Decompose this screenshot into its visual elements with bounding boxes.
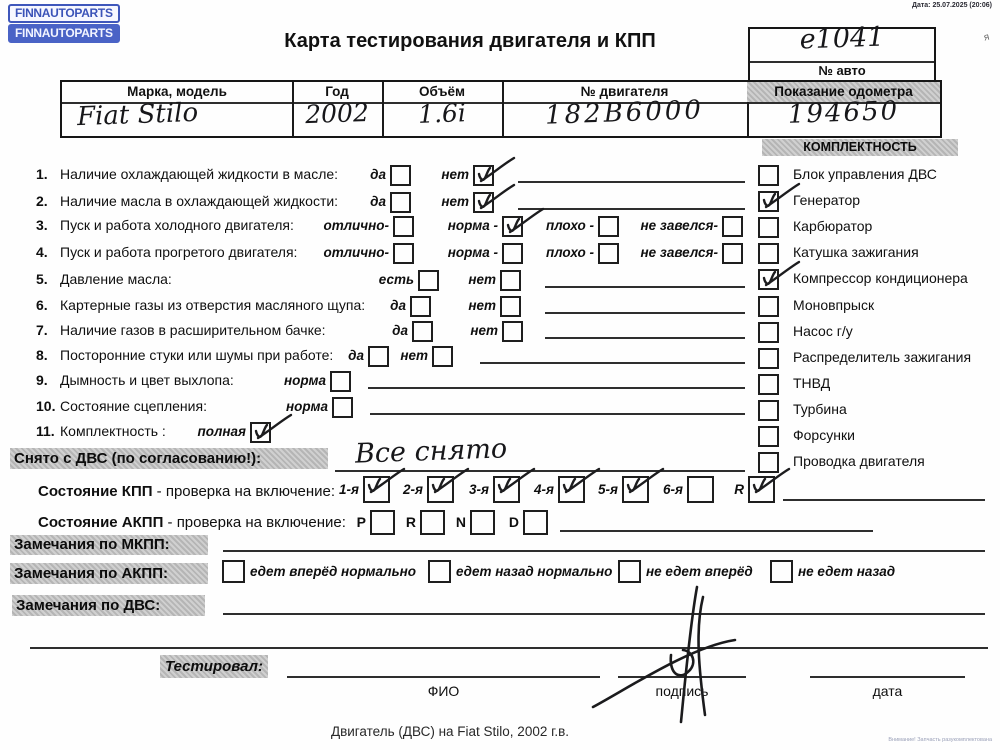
checklist-item-label: Дымность и цвет выхлопа: (60, 372, 234, 388)
checkbox[interactable] (758, 400, 779, 421)
option-label: нет (468, 272, 496, 287)
blank-line (370, 413, 745, 415)
tested-by-label: Тестировал: (160, 655, 268, 678)
scan-edge-artifact: я (982, 31, 991, 44)
checklist-item-number: 5. (36, 271, 48, 287)
checkbox[interactable] (356, 510, 395, 535)
completeness-item-label: Турбина (793, 401, 847, 417)
removed-section-label: Снято с ДВС (по согласованию!): (10, 448, 328, 469)
akpp-remark-option-label: едет вперёд нормально (250, 564, 416, 579)
completeness-item-label: Моновпрыск (793, 297, 875, 313)
blank-line (545, 312, 745, 314)
option-label: не завелся- (640, 245, 718, 260)
auto-number-box (748, 21, 936, 82)
value-year: 2002 (304, 97, 370, 130)
checkbox[interactable] (428, 560, 451, 583)
option-label: нет (468, 298, 496, 313)
option-label: норма - (447, 245, 498, 260)
checkbox[interactable] (598, 476, 649, 503)
kpp-row-label-bold: Состояние КПП (38, 483, 153, 500)
gear-label: 5-я (598, 482, 618, 497)
checkbox[interactable] (758, 322, 779, 343)
value-make-model: Fiat Stilo (76, 97, 199, 133)
blank-line (545, 286, 745, 288)
checkbox[interactable] (447, 216, 523, 237)
checkbox[interactable] (758, 269, 779, 290)
scan-date: Дата: 25.07.2025 (20:06) (911, 2, 992, 9)
checkbox[interactable] (545, 216, 619, 237)
checkbox[interactable] (348, 346, 389, 367)
checkbox[interactable] (640, 216, 743, 237)
kpp-row-label-rest: - проверка на включение: (152, 483, 336, 500)
checklist-item-number: 10. (36, 398, 56, 414)
akpp-gear-label: P (356, 514, 366, 530)
checklist-item-label: Наличие газов в расширительном бачке: (60, 322, 326, 338)
checklist-item-label: Состояние сцепления: (60, 398, 207, 414)
option-label: да (390, 298, 406, 313)
checkbox[interactable] (618, 560, 641, 583)
checklist-item-label: Наличие охлаждающей жидкости в масле: (60, 166, 339, 182)
blank-line (518, 181, 745, 183)
option-label: плохо - (545, 245, 594, 260)
finnautoparts-logo-solid: FINNAUTOPARTS (8, 24, 120, 43)
checkbox[interactable] (197, 422, 271, 443)
gear-label: 6-я (663, 482, 683, 497)
checklist-item-number: 1. (36, 166, 48, 182)
option-label: не завелся- (640, 218, 718, 233)
checkbox[interactable] (405, 510, 445, 535)
gear-label: 3-я (469, 482, 489, 497)
option-label: да (370, 194, 386, 209)
option-label: нет (400, 348, 428, 363)
completeness-item-label: Проводка двигателя (793, 453, 925, 469)
checkbox[interactable] (470, 321, 523, 342)
checkbox[interactable] (758, 426, 779, 447)
checkbox[interactable] (447, 243, 523, 264)
checkbox[interactable] (468, 270, 521, 291)
checkbox[interactable] (758, 191, 779, 212)
checkbox[interactable] (770, 560, 793, 583)
finnautoparts-logo-outline: FINNAUTOPARTS (8, 4, 120, 23)
option-label: нет (441, 167, 469, 182)
option-label: да (370, 167, 386, 182)
checklist-item-label: Наличие масла в охлаждающей жидкости: (60, 193, 339, 209)
logo-block (8, 4, 120, 43)
signature (585, 585, 755, 725)
gear-label: 4-я (534, 482, 554, 497)
checkbox[interactable] (469, 476, 520, 503)
akpp-remark-option-label: не едет вперёд (646, 564, 753, 579)
checkbox[interactable] (758, 296, 779, 317)
checklist-item-number: 3. (36, 217, 48, 233)
checklist-item-label: Комплектность : (60, 423, 166, 439)
footer-watermark: Внимание! Запчасть разукомплектована (888, 737, 992, 743)
checkbox[interactable] (534, 476, 585, 503)
checkbox[interactable] (339, 476, 390, 503)
checkmark-icon (470, 154, 516, 195)
checkbox[interactable] (508, 510, 548, 535)
checklist-item-number: 7. (36, 322, 48, 338)
checkbox[interactable] (545, 243, 619, 264)
option-label: отлично- (323, 245, 389, 260)
kpp-row-label (38, 483, 335, 500)
option-label: норма - (447, 218, 498, 233)
option-label: плохо - (545, 218, 594, 233)
vehicle-table (60, 80, 942, 138)
checkbox[interactable] (392, 321, 433, 342)
checkmark-icon (499, 205, 545, 246)
checkbox[interactable] (758, 243, 779, 264)
col-header-engine-number: № двигателя (580, 84, 669, 99)
checklist-item-number: 11. (36, 423, 55, 439)
completeness-item-label: Компрессор кондиционера (793, 270, 968, 286)
option-label: полная (197, 424, 246, 439)
checkbox[interactable] (323, 216, 414, 237)
value-engine-number: 182B6000 (544, 95, 705, 131)
completeness-item-label: Насос г/у (793, 323, 853, 339)
dvs-remarks-label: Замечания по ДВС: (12, 595, 205, 616)
akpp-gear-label: D (508, 514, 519, 530)
akpp-row-label-bold: Состояние АКПП (38, 514, 164, 531)
checkbox[interactable] (640, 243, 743, 264)
akpp-remarks-label: Замечания по АКПП: (10, 563, 208, 584)
option-label: нет (441, 194, 469, 209)
gear-label: R (734, 482, 744, 497)
blank-line (518, 208, 745, 210)
checkbox[interactable] (323, 243, 414, 264)
checkbox[interactable] (468, 296, 521, 317)
checkbox[interactable] (758, 452, 779, 473)
checkbox[interactable] (758, 165, 779, 186)
auto-number-value: е1041 (799, 21, 885, 56)
checklist-item-number: 9. (36, 372, 48, 388)
page-title: Карта тестирования двигателя и КПП (284, 30, 656, 52)
checklist-item-number: 2. (36, 193, 48, 209)
checkbox[interactable] (441, 192, 494, 213)
fio-caption: ФИО (427, 683, 460, 699)
value-odometer: 194650 (787, 96, 900, 130)
completeness-item-label: Карбюратор (793, 218, 873, 234)
option-label: норма (286, 399, 328, 414)
akpp-gear-label: R (405, 514, 416, 530)
photo-caption: Двигатель (ДВС) на Fiat Stilo, 2002 г.в. (330, 724, 570, 739)
option-label: нет (470, 323, 498, 338)
blank-line (480, 362, 745, 364)
completeness-item-label: Катушка зажигания (793, 244, 919, 260)
col-header-volume: Объём (419, 84, 465, 99)
checkbox[interactable] (758, 217, 779, 238)
akpp-remark-option-label: едет назад нормально (456, 564, 613, 579)
completeness-item-label: Форсунки (793, 427, 855, 443)
checklist-item-label: Картерные газы из отверстия масляного щупа: (60, 297, 366, 313)
checklist-item-label: Пуск и работа холодного двигателя: (60, 217, 294, 233)
date-caption: дата (872, 683, 903, 699)
checklist-item-number: 4. (36, 244, 48, 260)
checkbox[interactable] (222, 560, 245, 583)
col-header-make-model: Марка, модель (127, 84, 227, 99)
checkbox[interactable] (758, 374, 779, 395)
checklist-item-number: 8. (36, 347, 48, 363)
completeness-item-label: Генератор (793, 192, 861, 208)
blank-line (368, 387, 745, 389)
checkbox[interactable] (758, 348, 779, 369)
option-label: да (348, 348, 364, 363)
completeness-header: КОМПЛЕКТНОСТЬ (762, 139, 958, 156)
checklist-item-number: 6. (36, 297, 48, 313)
checkbox[interactable] (370, 192, 411, 213)
checkbox[interactable] (734, 476, 775, 503)
completeness-item-label: ТНВД (793, 375, 831, 391)
gear-label: 2-я (403, 482, 423, 497)
checkbox[interactable] (455, 510, 495, 535)
checkmark-icon (247, 411, 293, 452)
akpp-remark-option-label: не едет назад (798, 564, 896, 579)
completeness-item-label: Блок управления ДВС (793, 166, 937, 182)
signature-caption: подпись (655, 683, 709, 699)
checklist-item-label: Пуск и работа прогретого двигателя: (60, 244, 298, 260)
checkbox[interactable] (286, 397, 353, 418)
checkbox[interactable] (284, 371, 351, 392)
akpp-gear-label: N (455, 514, 466, 530)
col-header-odometer: Показание одометра (747, 82, 940, 102)
option-label: да (392, 323, 408, 338)
akpp-row-label (38, 514, 346, 531)
gear-label: 1-я (339, 482, 359, 497)
checkbox[interactable] (441, 165, 494, 186)
option-label: норма (284, 373, 326, 388)
removed-section-value: Все снято (354, 433, 508, 470)
checklist-item-label: Давление масла: (60, 271, 172, 287)
checkbox[interactable] (378, 270, 439, 291)
blank-line (545, 337, 745, 339)
checkbox[interactable] (390, 296, 431, 317)
checkbox[interactable] (663, 476, 714, 503)
auto-number-label: № авто (818, 63, 866, 78)
checklist-item-label: Посторонние стуки или шумы при работе: (60, 347, 334, 363)
value-volume: 1.6i (417, 98, 467, 129)
checkbox[interactable] (400, 346, 453, 367)
akpp-row-label-rest: - проверка на включение: (163, 514, 346, 531)
option-label: отлично- (323, 218, 389, 233)
mkpp-remarks-label: Замечания по МКПП: (10, 535, 208, 555)
checkbox[interactable] (370, 165, 411, 186)
col-header-year: Год (325, 84, 349, 99)
option-label: есть (378, 272, 414, 287)
completeness-item-label: Распределитель зажигания (793, 349, 972, 365)
checkbox[interactable] (403, 476, 454, 503)
